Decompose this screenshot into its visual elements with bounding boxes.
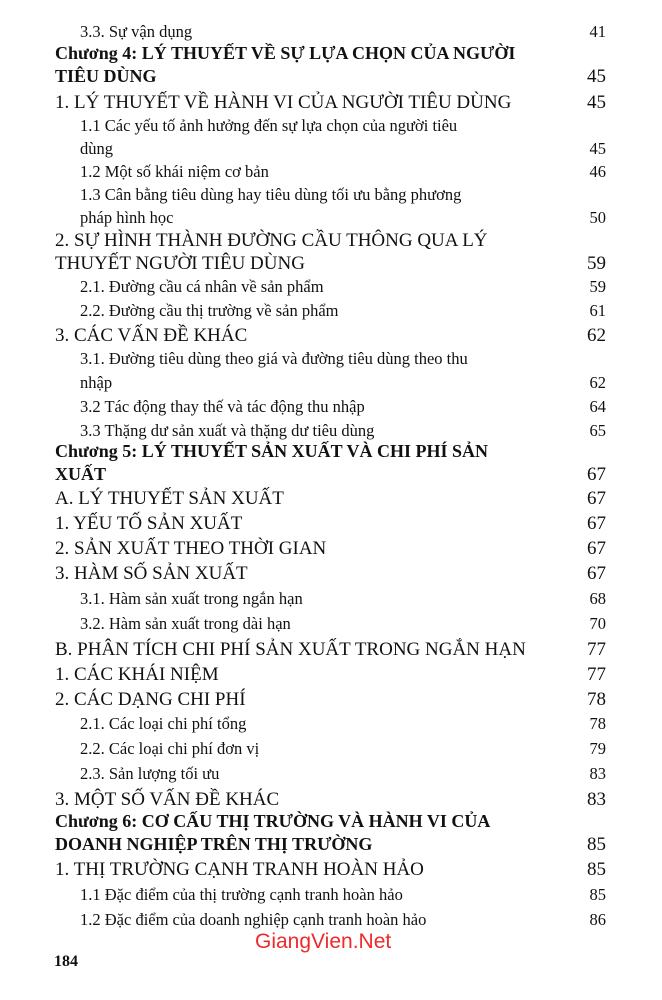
- toc-entry-page: 77: [587, 639, 606, 660]
- toc-entry-page: 78: [587, 689, 606, 710]
- toc-entry-title: DOANH NGHIỆP TRÊN THỊ TRƯỜNG: [55, 834, 373, 854]
- toc-entry-page: 59: [587, 253, 606, 274]
- toc-entry-title: 2.1. Đường cầu cá nhân về sản phẩm: [80, 277, 324, 296]
- toc-entry-title: 3.2. Hàm sản xuất trong dài hạn: [80, 614, 291, 633]
- toc-entry-title: 3. HÀM SỐ SẢN XUẤT: [55, 563, 248, 584]
- toc-entry-page: 79: [589, 739, 606, 758]
- toc-entry-title: Chương 6: CƠ CẤU THỊ TRƯỜNG VÀ HÀNH VI CỦA: [55, 811, 491, 831]
- toc-entry-title: 2.2. Các loại chi phí đơn vị: [80, 739, 260, 758]
- toc-entry-page: 46: [589, 162, 606, 181]
- toc-entry-title: Chương 4: LÝ THUYẾT VỀ SỰ LỰA CHỌN CỦA NGƯỜI: [55, 43, 516, 63]
- toc-entry-title: 1. LÝ THUYẾT VỀ HÀNH VI CỦA NGƯỜI TIÊU DÙNG: [55, 92, 512, 113]
- toc-entry-page: 67: [587, 513, 606, 534]
- toc-entry-title: 2. SỰ HÌNH THÀNH ĐƯỜNG CẦU THÔNG QUA LÝ: [55, 230, 488, 251]
- toc-entry-title: pháp hình học: [80, 208, 174, 227]
- toc-entry-page: 50: [589, 208, 606, 227]
- toc-entry-title: XUẤT: [55, 464, 107, 484]
- watermark: GiangVien.Net: [255, 930, 392, 953]
- toc-entry-title: 3.3 Thặng dư sản xuất và thặng dư tiêu dùng: [80, 421, 375, 440]
- toc-entry-page: 45: [587, 92, 606, 113]
- toc-entry-title: 3.2 Tác động thay thế và tác động thu nhập: [80, 397, 365, 416]
- toc-entry-page: 62: [587, 325, 606, 346]
- toc-entry-title: B. PHÂN TÍCH CHI PHÍ SẢN XUẤT TRONG NGẮN HẠN: [55, 639, 526, 660]
- toc-entry-title: 3.1. Hàm sản xuất trong ngắn hạn: [80, 589, 303, 608]
- toc-entry-title: 1.3 Cân bằng tiêu dùng hay tiêu dùng tối ưu bằng phương: [80, 185, 462, 204]
- toc-entry-title: 2.3. Sản lượng tối ưu: [80, 764, 220, 783]
- toc-entry-title: 1. CÁC KHÁI NIỆM: [55, 664, 219, 685]
- toc-entry-title: Chương 5: LÝ THUYẾT SẢN XUẤT VÀ CHI PHÍ SẢN: [55, 441, 489, 461]
- toc-entry-page: 67: [587, 538, 606, 559]
- toc-entry-page: 61: [589, 301, 606, 320]
- toc-entry-title: A. LÝ THUYẾT SẢN XUẤT: [55, 488, 284, 509]
- toc-entry-title: 2. SẢN XUẤT THEO THỜI GIAN: [55, 538, 327, 559]
- toc-entry-page: 83: [589, 764, 606, 783]
- toc-entry-title: 2. CÁC DẠNG CHI PHÍ: [55, 689, 246, 710]
- page-number: 184: [54, 953, 78, 970]
- toc-entry-page: 67: [587, 464, 606, 485]
- toc-entry-title: 2.1. Các loại chi phí tổng: [80, 714, 247, 733]
- toc-entry-page: 86: [589, 910, 606, 929]
- toc-entry-page: 67: [587, 488, 606, 509]
- toc-entry-page: 62: [589, 373, 606, 392]
- toc-entry-title: THUYẾT NGƯỜI TIÊU DÙNG: [55, 253, 305, 274]
- toc-entry-title: 3.3. Sự vận dụng: [80, 22, 193, 41]
- toc-entry-page: 41: [589, 22, 606, 41]
- toc-entry-page: 85: [589, 885, 606, 904]
- toc-entry-page: 85: [587, 834, 606, 855]
- toc-entry-title: TIÊU DÙNG: [55, 66, 157, 86]
- toc-entry-title: 1.1 Các yếu tố ảnh hưởng đến sự lựa chọn của người tiêu: [80, 116, 458, 135]
- toc-entry-title: nhập: [80, 373, 113, 392]
- toc-entry-title: 1. THỊ TRƯỜNG CẠNH TRANH HOÀN HẢO: [55, 859, 424, 880]
- toc-entry-title: 2.2. Đường cầu thị trường về sản phẩm: [80, 301, 339, 320]
- toc-entry-title: 1.1 Đặc điểm của thị trường cạnh tranh hoàn hảo: [80, 885, 403, 904]
- toc-entry-title: 1. YẾU TỐ SẢN XUẤT: [55, 513, 243, 534]
- toc-entry-title: 1.2 Một số khái niệm cơ bản: [80, 162, 269, 181]
- toc-entry-page: 67: [587, 563, 606, 584]
- toc-entry-page: 45: [589, 139, 606, 158]
- toc-entry-page: 83: [587, 789, 606, 810]
- toc-entry-page: 68: [589, 589, 606, 608]
- toc-entry-page: 70: [589, 614, 606, 633]
- toc-entry-title: 1.2 Đặc điểm của doanh nghiệp cạnh tranh hoàn hảo: [80, 910, 427, 929]
- toc-entry-page: 59: [589, 277, 606, 296]
- toc-entry-title: 3.1. Đường tiêu dùng theo giá và đường tiêu dùng theo thu: [80, 349, 468, 368]
- toc-entry-page: 77: [587, 664, 606, 685]
- toc-entry-page: 65: [589, 421, 606, 440]
- toc-entry-page: 64: [589, 397, 606, 416]
- toc-entry-page: 85: [587, 859, 606, 880]
- toc-entry-page: 78: [589, 714, 606, 733]
- toc-entry-title: 3. MỘT SỐ VẤN ĐỀ KHÁC: [55, 789, 280, 810]
- toc-entry-page: 45: [587, 66, 606, 87]
- toc-entry-title: 3. CÁC VẤN ĐỀ KHÁC: [55, 325, 248, 346]
- toc-entry-title: dùng: [80, 139, 113, 158]
